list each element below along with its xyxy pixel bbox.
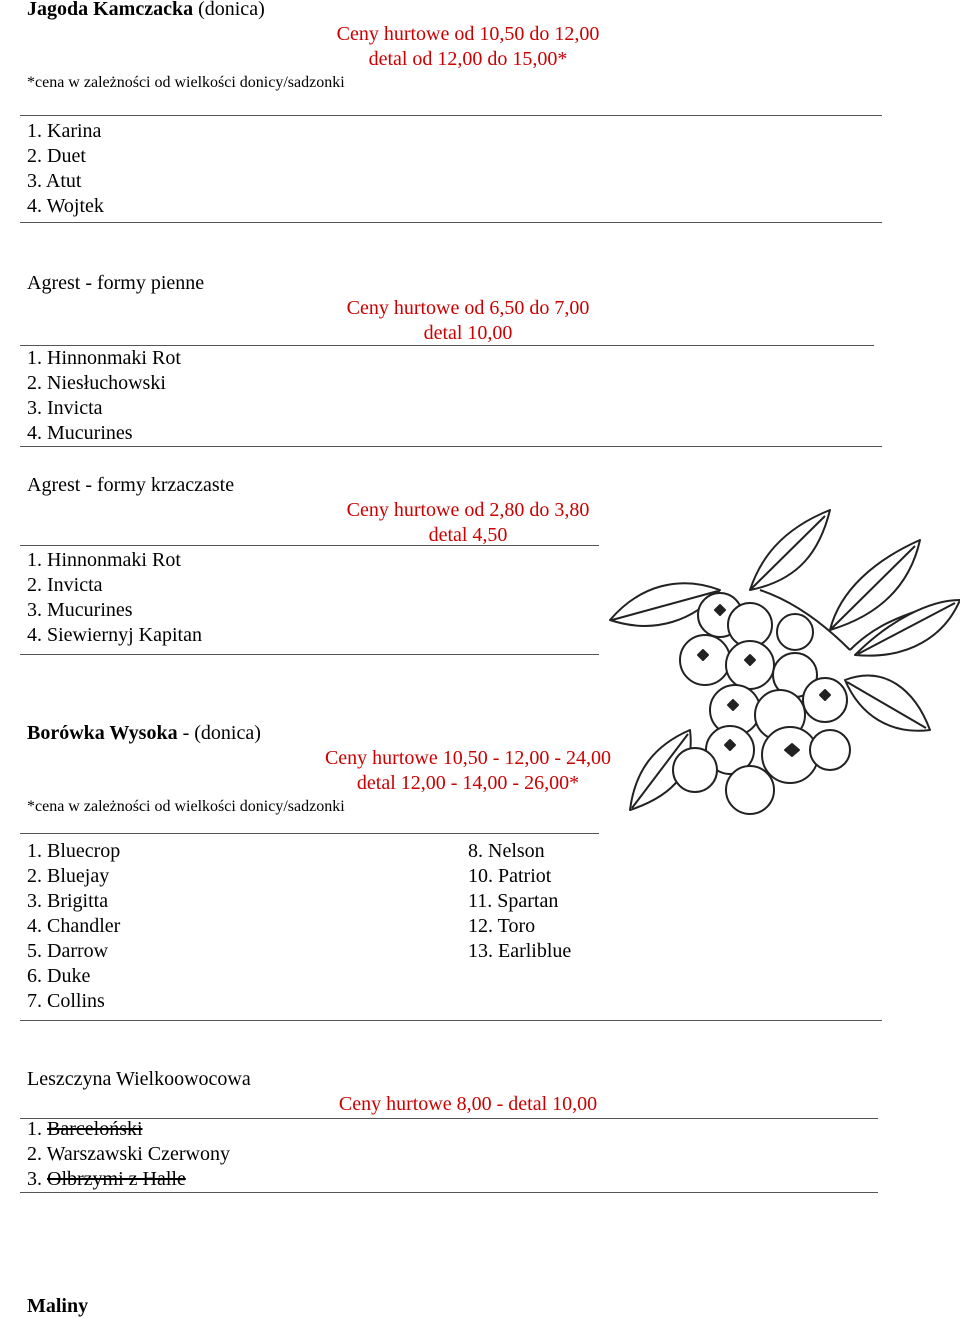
list-item: 2. Bluejay bbox=[27, 865, 110, 887]
list-item: 1. Karina bbox=[27, 120, 102, 142]
divider bbox=[20, 1020, 882, 1021]
list-item: 3. Olbrzymi z Halle bbox=[27, 1168, 186, 1190]
list-item: 1. Barcelоński bbox=[27, 1118, 143, 1140]
borowka-price-wholesale: Ceny hurtowe 10,50 - 12,00 - 24,00 bbox=[324, 747, 612, 769]
list-item: 8. Nelson bbox=[468, 840, 545, 862]
agrest-krzaczaste-variety-list bbox=[27, 548, 202, 648]
list-item: 2. Duet bbox=[27, 145, 86, 167]
agrest-krzaczaste-title: Agrest - formy krzaczaste bbox=[27, 474, 235, 496]
blueberry-branch-illustration-icon bbox=[600, 450, 960, 850]
jagoda-price-wholesale: Ceny hurtowe od 10,50 do 12,00 bbox=[336, 23, 600, 45]
agrest-pienne-variety-list bbox=[27, 346, 181, 446]
jagoda-variety-list bbox=[27, 119, 104, 219]
list-item: 12. Toro bbox=[468, 915, 536, 937]
agrest-krzaczaste-price-retail: detal 4,50 bbox=[428, 524, 508, 546]
borowka-variety-list-left bbox=[27, 839, 120, 1014]
list-item: 2. Niesłuchowski bbox=[27, 372, 166, 394]
divider bbox=[20, 115, 882, 116]
borowka-variety-list-right bbox=[468, 839, 571, 964]
list-item: 4. Chandler bbox=[27, 915, 121, 937]
leszczyna-price: Ceny hurtowe 8,00 - detal 10,00 bbox=[338, 1093, 598, 1115]
borowka-title: Borówka Wysoka - (donica) bbox=[27, 722, 261, 744]
agrest-pienne-price-wholesale: Ceny hurtowe od 6,50 do 7,00 bbox=[346, 297, 590, 319]
agrest-pienne-price-retail: detal 10,00 bbox=[423, 322, 513, 344]
list-item: 2. Invicta bbox=[27, 574, 103, 596]
leszczyna-variety-list bbox=[27, 1117, 230, 1192]
borowka-price-retail: detal 12,00 - 14,00 - 26,00* bbox=[356, 772, 580, 794]
list-item: 3. Mucurines bbox=[27, 599, 133, 621]
divider bbox=[20, 545, 599, 546]
jagoda-note: *cena w zależności od wielkości donicy/sadzonki bbox=[27, 74, 345, 91]
list-item: 6. Duke bbox=[27, 965, 91, 987]
list-item: 7. Collins bbox=[27, 990, 105, 1012]
borowka-note: *cena w zależności od wielkości donicy/sadzonki bbox=[27, 798, 345, 815]
list-item: 4. Wojtek bbox=[27, 195, 104, 217]
list-item: 10. Patriot bbox=[468, 865, 552, 887]
divider bbox=[20, 1192, 878, 1193]
list-item: 4. Siewiernyj Kapitan bbox=[27, 624, 202, 646]
list-item: 4. Mucurines bbox=[27, 422, 133, 444]
jagoda-title: Jagoda Kamczacka (donica) bbox=[27, 0, 265, 20]
jagoda-price-retail: detal od 12,00 do 15,00* bbox=[368, 48, 568, 70]
list-item: 11. Spartan bbox=[468, 890, 559, 912]
divider bbox=[20, 222, 882, 223]
agrest-krzaczaste-price-wholesale: Ceny hurtowe od 2,80 do 3,80 bbox=[346, 499, 590, 521]
divider bbox=[20, 833, 599, 834]
list-item: 1. Hinnonmaki Rot bbox=[27, 347, 181, 369]
divider bbox=[20, 654, 599, 655]
list-item: 2. Warszawski Czerwony bbox=[27, 1143, 230, 1165]
list-item: 3. Invicta bbox=[27, 397, 103, 419]
agrest-pienne-title: Agrest - formy pienne bbox=[27, 272, 205, 294]
list-item: 3. Brigitta bbox=[27, 890, 109, 912]
list-item: 1. Bluecrop bbox=[27, 840, 121, 862]
divider bbox=[20, 446, 882, 447]
list-item: 1. Hinnonmaki Rot bbox=[27, 549, 181, 571]
leszczyna-title: Leszczyna Wielkoowocowa bbox=[27, 1068, 251, 1090]
list-item: 5. Darrow bbox=[27, 940, 109, 962]
list-item: 13. Earliblue bbox=[468, 940, 572, 962]
maliny-title: Maliny bbox=[27, 1295, 89, 1317]
list-item: 3. Atut bbox=[27, 170, 82, 192]
